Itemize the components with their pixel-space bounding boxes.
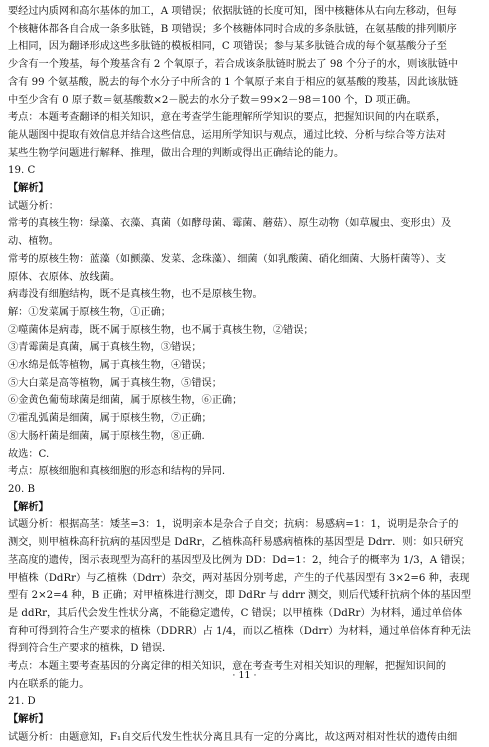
text-line: 21. D [8, 696, 36, 708]
text-line: 试题分析： [8, 200, 59, 212]
text-line: 常考的原核生物：蓝藻（如颤藻、发菜、念珠藻）、细菌（如乳酸菌、硝化细菌、大肠杆菌等）、支 [8, 253, 447, 265]
text-line: ③青霉菌是真菌，属于真核生物，③错误； [8, 342, 202, 354]
text-line: ⑧大肠杆菌是细菌，属于原核生物，⑧正确. [8, 430, 205, 442]
text-line: 故选：C. [8, 448, 50, 460]
text-line: 少含有一个羧基，每个羧基含有 2 个氧原子，若合成该条肽链时脱去了 98 个分子的水，则该肽链中 [8, 59, 459, 71]
text-line: 常考的真核生物：绿藻、衣藻、真菌（如酵母菌、霉菌、蘑菇）、原生动物（如草履虫、变形虫）及 [8, 218, 452, 230]
text-line: 是 ddRr，其后代会发生性状分离，不能稳定遗传，C 错误；以甲植株（DdRr）为材料，通过单倍体 [8, 607, 463, 619]
text-line: 甲植株（DdRr）与乙植株（Ddrr）杂交，两对基因分别考虑，产生的子代基因型有 3×2=6 种，表现 [8, 572, 470, 584]
text-line: 含有 99 个氨基酸，脱去的每个水分子中所含的 1 个氧原子来自于相应的氨基酸的羧基，因此该肽链 [8, 76, 459, 88]
text-line: 茎高度的遗传，图示表现型为高秆的基因型及比例为 DD：Dd=1：2，纯合子的概率为 1/3，A 错误； [8, 554, 471, 566]
text-line: ④水绵是低等植物，属于真核生物，④错误； [8, 360, 212, 372]
text-line: 原体、衣原体、放线菌。 [8, 271, 121, 283]
text-line: 得到符合生产要求的植株，D 错误． [8, 643, 173, 655]
text-line: ⑥金黄色葡萄球菌是细菌，属于原核生物，⑥正确； [8, 395, 243, 407]
section-heading: 【解析】 [8, 500, 49, 513]
text-line: 内在联系的能力。 [8, 678, 90, 690]
text-line: ⑦霍乱弧菌是细菌，属于原核生物，⑦正确； [8, 413, 212, 425]
text-line: 型有 2×2=4 种，B 正确；对甲植株进行测交，即 DdRr 与 ddrr 测交，则后代矮秆抗病个体的基因型 [8, 590, 472, 602]
text-line: 解：①发菜属于原核生物，①正确； [8, 306, 171, 318]
text-line: 能从题图中提取有效信息并结合这些信息，运用所学知识与观点，通过比较、分析与综合等方法对 [8, 129, 447, 141]
text-line: 要经过内质网和高尔基体的加工，A 项错误；依据肽链的长度可知，图中核糖体从右向左移动，但每 [8, 6, 457, 17]
page-number: · 11 · [232, 670, 257, 681]
text-line: 试题分析：由题意知，F₁自交后代发生性状分离且具有一定的分离比，故这两对相对性状的遗传由细 [8, 731, 458, 743]
text-line: ②噬菌体是病毒，既不属于原核生物，也不属于真核生物，②错误； [8, 324, 314, 336]
text-line: 病毒没有细胞结构，既不是真核生物，也不是原核生物。 [8, 289, 263, 301]
text-line: 考点：本题主要考查基因的分离定律的相关知识，意在考查考生对相关知识的理解，把握知识间的 [8, 661, 447, 673]
text-line: 考点：本题考查翻译的相关知识，意在考查学生能理解所学知识的要点，把握知识间的内在联系， [8, 112, 447, 124]
text-line: 中至少含有 0 原子数＝氨基酸数×2－脱去的水分子数＝99×2－98＝100 个，D 项正确。 [8, 94, 417, 106]
text-line: 个核糖体都各自合成一条多肽链，B 项错误；多个核糖体同时合成的多条肽链，在氨基酸的排列顺序 [8, 23, 457, 35]
text-line: 育种可得到符合生产要求的植株（DDRR）占 1/4，而以乙植株（Ddrr）为材料，通过单倍体育种无法 [8, 625, 471, 637]
section-heading: 【解析】 [8, 713, 49, 726]
text-line: 试题分析：根据高茎：矮茎=3：1，说明亲本是杂合子自交；抗病：易感病=1：1，说明是杂合子的 [8, 519, 459, 531]
text-line: 测交，则甲植株高秆抗病的基因型是 DdRr，乙植株高秆易感病植株的基因型是 Ddrr．则：如只研究 [8, 537, 464, 549]
text-line: 20. B [8, 483, 35, 495]
section-heading: 【解析】 [8, 182, 49, 195]
text-line: 上相同，因为翻译形成这些多肽链的模板相同，C 项错误；参与某多肽链合成的每个氨基酸分子至 [8, 41, 447, 53]
document-page [8, 3, 480, 747]
text-line: 19. C [8, 165, 36, 177]
text-line: 动、植物。 [8, 236, 59, 248]
text-line: 某些生物学问题进行解释、推理，做出合理的判断或得出正确结论的能力。 [8, 147, 345, 159]
text-line: ⑤大白菜是高等植物，属于真核生物，⑤错误； [8, 377, 222, 389]
text-line: 考点：原核细胞和真核细胞的形态和结构的异同. [8, 466, 226, 478]
